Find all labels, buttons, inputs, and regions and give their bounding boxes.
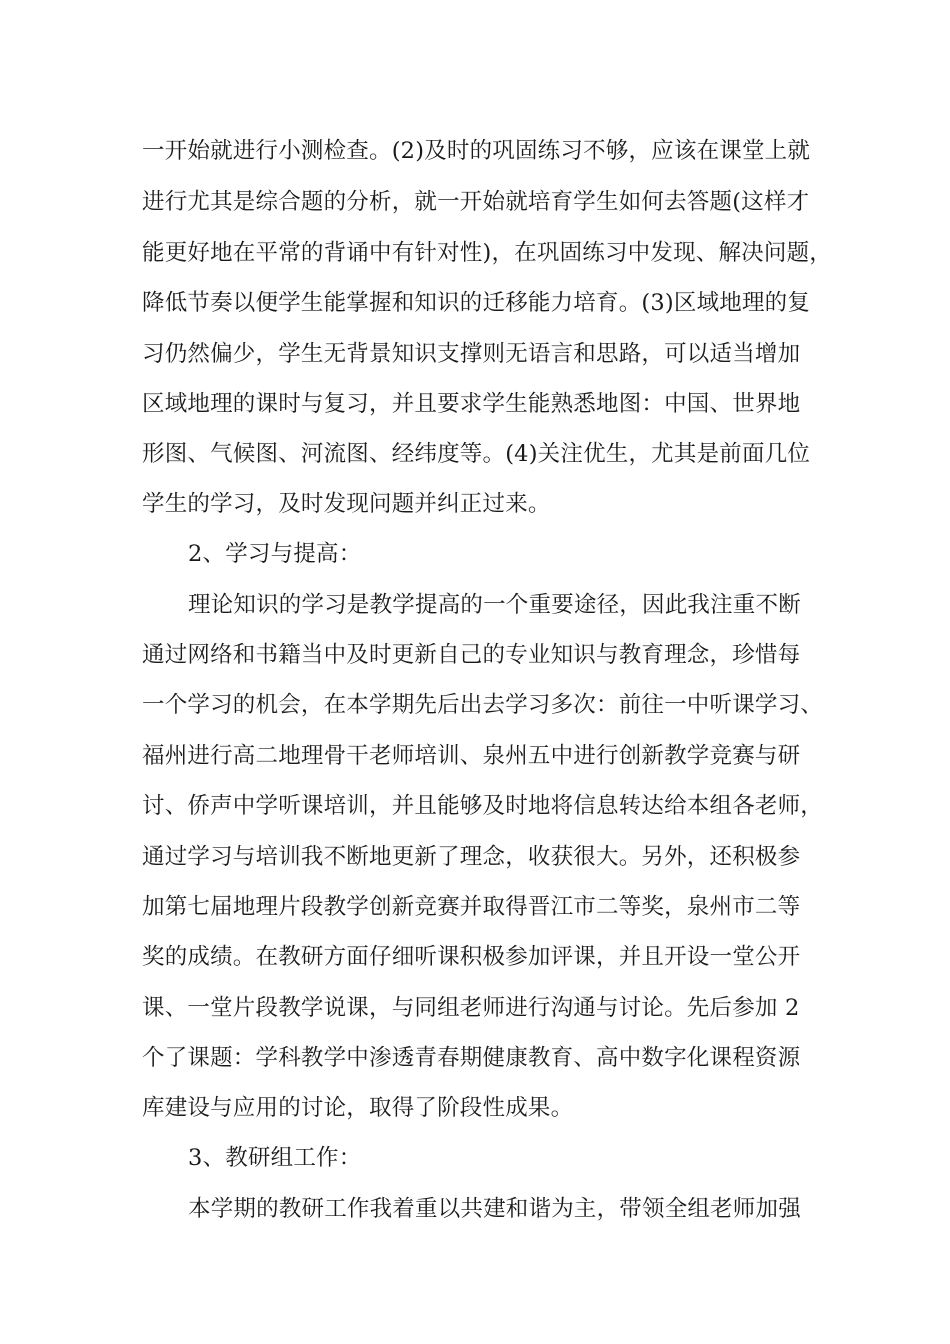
- paragraph-line: 习仍然偏少，学生无背景知识支撑则无语言和思路，可以适当增加: [142, 341, 801, 367]
- section-heading: 3、教研组工作：: [188, 1145, 362, 1171]
- paragraph-line: 降低节奏以便学生能掌握和知识的迁移能力培育。(3)区域地理的复: [142, 290, 811, 316]
- paragraph-line: 奖的成绩。在教研方面仔细听课积极参加评课，并且开设一堂公开: [142, 944, 801, 970]
- paragraph-line: 加第七届地理片段教学创新竞赛并取得晋江市二等奖，泉州市二等: [142, 894, 801, 920]
- paragraph-line: 进行尤其是综合题的分析，就一开始就培育学生如何去答题(这样才: [142, 189, 810, 215]
- paragraph-line: 一个学习的机会，在本学期先后出去学习多次：前往一中听课学习、: [142, 692, 824, 718]
- paragraph-line: 讨、侨声中学听课培训，并且能够及时地将信息转达给本组各老师，: [142, 793, 824, 819]
- paragraph-line: 学生的学习，及时发现问题并纠正过来。: [142, 491, 551, 517]
- paragraph-line: 理论知识的学习是教学提高的一个重要途径，因此我注重不断: [188, 592, 801, 618]
- paragraph-line: 能更好地在平常的背诵中有针对性)，在巩固练习中发现、解决问题，: [142, 240, 832, 266]
- paragraph-line: 一开始就进行小测检查。(2)及时的巩固练习不够，应该在课堂上就: [142, 138, 811, 164]
- paragraph-line: 形图、气候图、河流图、经纬度等。(4)关注优生，尤其是前面几位: [142, 441, 811, 467]
- paragraph-line: 区域地理的课时与复习，并且要求学生能熟悉地图：中国、世界地: [142, 391, 801, 417]
- paragraph-line: 个了课题：学科教学中渗透青春期健康教育、高中数字化课程资源: [142, 1045, 801, 1071]
- paragraph-line: 库建设与应用的讨论，取得了阶段性成果。: [142, 1095, 574, 1121]
- paragraph-line: 通过网络和书籍当中及时更新自己的专业知识与教育理念，珍惜每: [142, 642, 801, 668]
- paragraph-line: 课、一堂片段教学说课，与同组老师进行沟通与讨论。先后参加 2: [142, 995, 800, 1021]
- paragraph-line: 福州进行高二地理骨干老师培训、泉州五中进行创新教学竞赛与研: [142, 743, 801, 769]
- paragraph-line: 本学期的教研工作我着重以共建和谐为主，带领全组老师加强: [188, 1196, 801, 1222]
- paragraph-line: 通过学习与培训我不断地更新了理念，收获很大。另外，还积极参: [142, 844, 801, 870]
- section-heading: 2、学习与提高：: [188, 541, 362, 567]
